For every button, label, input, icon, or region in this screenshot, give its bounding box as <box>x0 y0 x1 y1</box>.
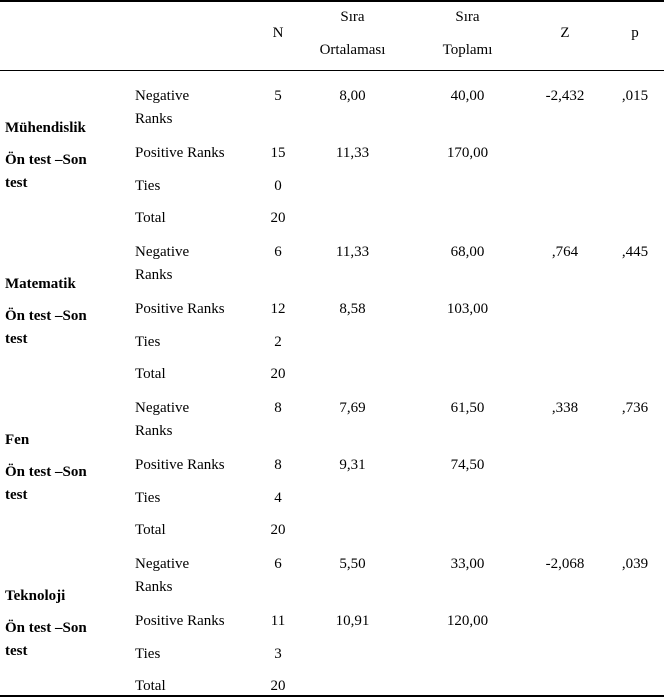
cell-p: ,445 <box>621 244 649 260</box>
group-label-line: test <box>5 331 28 347</box>
cell-mean-rank: 11,33 <box>335 244 370 260</box>
cell-sum-rank: 33,00 <box>450 556 485 572</box>
cell-sum-rank: 103,00 <box>446 301 489 317</box>
cell-n: 20 <box>270 210 286 226</box>
cell-n: 15 <box>270 145 286 161</box>
cell-mean-rank: 8,00 <box>339 88 366 104</box>
cell-z: ,338 <box>551 400 579 416</box>
row-label: Negative Ranks <box>135 556 190 595</box>
cell-sum-rank: 120,00 <box>446 613 489 629</box>
header-p: p <box>631 25 639 41</box>
row-label: Negative Ranks <box>135 88 190 127</box>
header-mean-rank-line2: Ortalaması <box>319 42 386 58</box>
header-z: Z <box>560 25 570 41</box>
group-label-line: Ön test –Son <box>5 152 87 168</box>
cell-n: 20 <box>270 678 286 694</box>
row-label: Negative Ranks <box>135 400 190 439</box>
group-label <box>5 117 120 195</box>
cell-mean-rank: 7,69 <box>339 400 366 416</box>
row-label: Ties <box>135 490 161 506</box>
header-bottom-rule <box>0 70 664 71</box>
cell-n: 8 <box>274 457 282 473</box>
header-n: N <box>272 25 284 41</box>
group-label-line: test <box>5 487 28 503</box>
group-label-line: Ön test –Son <box>5 464 87 480</box>
cell-sum-rank: 40,00 <box>450 88 485 104</box>
cell-sum-rank: 68,00 <box>450 244 485 260</box>
row-label: Total <box>135 522 166 538</box>
header-sum-rank-line1: Sıra <box>455 9 480 25</box>
cell-n: 8 <box>274 400 282 416</box>
table-bottom-rule <box>0 695 664 697</box>
cell-n: 12 <box>270 301 286 317</box>
cell-n: 20 <box>270 522 286 538</box>
group-label-line: Matematik <box>5 276 76 292</box>
row-label: Positive Ranks <box>135 145 225 161</box>
header-sum-rank-line2: Toplamı <box>442 42 493 58</box>
header-mean-rank-line1: Sıra <box>340 9 365 25</box>
cell-sum-rank: 170,00 <box>446 145 489 161</box>
group-label-line: Mühendislik <box>5 120 86 136</box>
group-label-line: Ön test –Son <box>5 308 87 324</box>
row-label: Positive Ranks <box>135 301 225 317</box>
group-label <box>5 429 120 507</box>
cell-z: -2,068 <box>545 556 585 572</box>
cell-z: -2,432 <box>545 88 585 104</box>
row-label: Ties <box>135 646 161 662</box>
cell-n: 6 <box>274 244 282 260</box>
cell-mean-rank: 5,50 <box>339 556 366 572</box>
group-label-line: test <box>5 175 28 191</box>
row-label: Total <box>135 678 166 694</box>
row-label: Positive Ranks <box>135 457 225 473</box>
cell-n: 20 <box>270 366 286 382</box>
group-label <box>5 273 120 351</box>
cell-sum-rank: 74,50 <box>450 457 485 473</box>
cell-mean-rank: 10,91 <box>335 613 370 629</box>
cell-mean-rank: 11,33 <box>335 145 370 161</box>
cell-z: ,764 <box>551 244 579 260</box>
group-label <box>5 585 120 663</box>
group-label-line: Ön test –Son <box>5 620 87 636</box>
cell-p: ,015 <box>621 88 649 104</box>
group-label-line: test <box>5 643 28 659</box>
group-label-line: Teknoloji <box>5 588 66 604</box>
cell-p: ,039 <box>621 556 649 572</box>
row-label: Total <box>135 210 166 226</box>
row-label: Ties <box>135 334 161 350</box>
row-label: Positive Ranks <box>135 613 225 629</box>
cell-p: ,736 <box>621 400 649 416</box>
row-label: Ties <box>135 178 161 194</box>
cell-mean-rank: 9,31 <box>339 457 366 473</box>
cell-n: 3 <box>274 646 282 662</box>
cell-n: 11 <box>270 613 286 629</box>
cell-sum-rank: 61,50 <box>450 400 485 416</box>
cell-n: 0 <box>274 178 282 194</box>
cell-n: 5 <box>274 88 282 104</box>
row-label: Negative Ranks <box>135 244 190 283</box>
group-label-line: Fen <box>5 432 30 448</box>
cell-mean-rank: 8,58 <box>339 301 366 317</box>
cell-n: 6 <box>274 556 282 572</box>
cell-n: 4 <box>274 490 282 506</box>
row-label: Total <box>135 366 166 382</box>
table-top-rule <box>0 0 664 2</box>
cell-n: 2 <box>274 334 282 350</box>
